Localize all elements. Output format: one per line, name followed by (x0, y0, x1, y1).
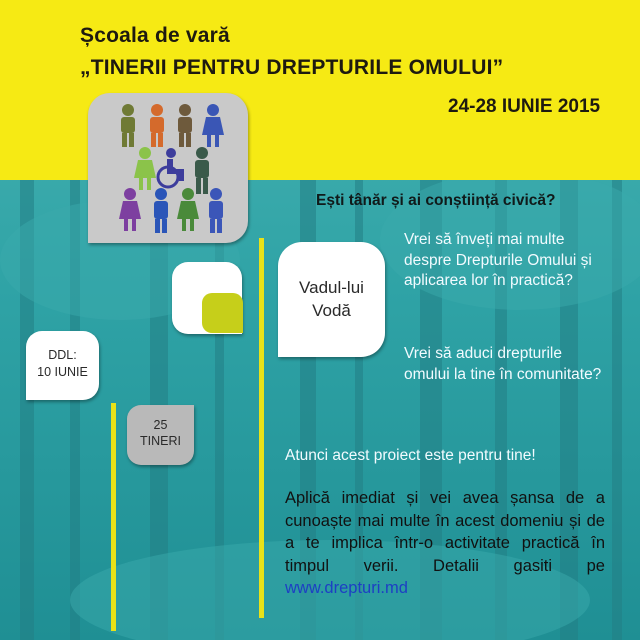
project-statement: Atunci acest proiect este pentru tine! (285, 447, 536, 464)
deadline-date: 10 IUNIE (37, 365, 88, 379)
call-to-action-paragraph (285, 487, 605, 600)
people-icon-card (88, 93, 248, 243)
deadline-text (26, 347, 99, 381)
participants-label: TINERI (140, 434, 181, 448)
deadline-label: DDL: (48, 348, 77, 362)
deadline-bubble (26, 331, 99, 400)
program-title: „TINERII PENTRU DREPTURILE OMULUI” (80, 56, 504, 79)
participants-bubble (127, 405, 194, 465)
call-to-action-text: Aplică imediat și vei avea șansa de a cunoaște mai multe în acest domeniu și de a te implica într-o activitate practică în timpul verii. Detalii gasiti pe (285, 489, 605, 575)
decorative-accent-square (202, 293, 243, 333)
participants-text (127, 417, 194, 449)
headline-question: Ești tânăr și ai conștiință civică? (316, 192, 556, 209)
location-text (278, 276, 385, 322)
location-line: Vadul-lui (299, 278, 364, 297)
participants-count: 25 (153, 418, 168, 432)
location-bubble (278, 242, 385, 357)
school-title: Școala de vară (80, 24, 230, 47)
people-group-icon (88, 93, 248, 243)
vertical-divider-line-left (111, 403, 116, 631)
event-dates: 24-28 IUNIE 2015 (448, 96, 601, 117)
question-paragraph-2: Vrei să aduci drepturile omului la tine în comunitate? (404, 345, 602, 383)
location-line: Vodă (312, 301, 351, 320)
question-paragraph-1: Vrei să înveți mai multe despre Drepturile Omului și aplicarea lor în practică? (404, 231, 592, 289)
wheelchair-icon (158, 148, 184, 187)
vertical-divider-line (259, 238, 264, 618)
website-link[interactable]: www.drepturi.md (285, 579, 408, 597)
